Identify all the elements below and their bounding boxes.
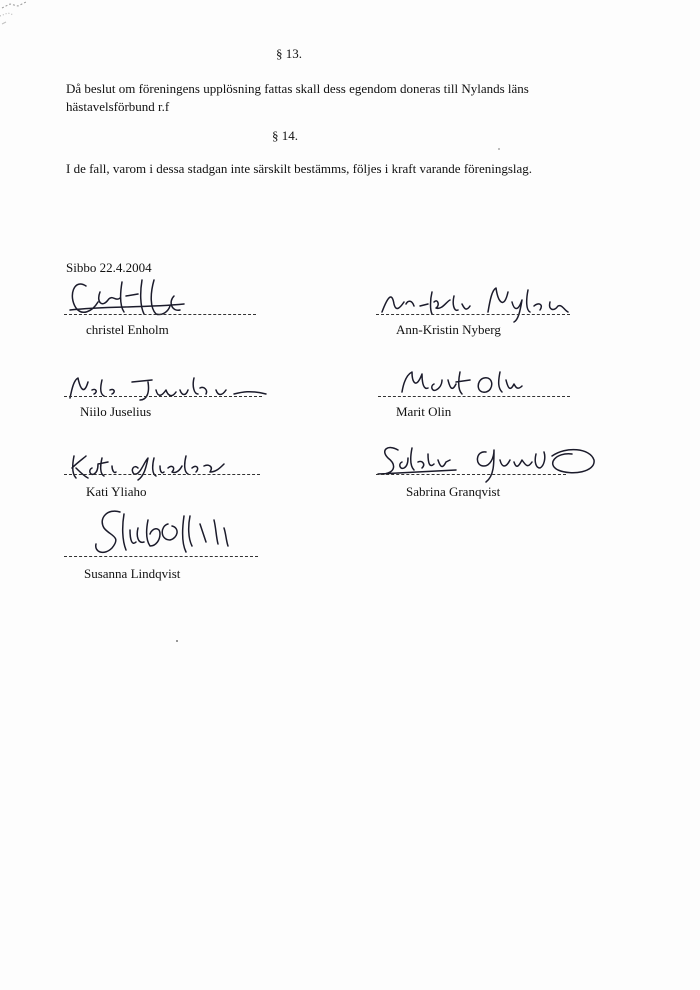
signatory-name-kati-yliaho: Kati Yliaho <box>86 484 147 499</box>
section-14-paragraph <box>66 160 532 178</box>
signature-susanna-lindqvist <box>90 506 250 560</box>
place-date: Sibbo 22.4.2004 <box>66 260 152 275</box>
section-13-paragraph <box>66 80 529 116</box>
signatory-name-niilo-juselius: Niilo Juselius <box>80 404 152 419</box>
signatory-name-marit-olin: Marit Olin <box>396 404 452 419</box>
section-13-line-1: Då beslut om föreningens upplösning fattas skall dess egendom doneras till Nylands läns <box>66 81 529 96</box>
signature-sabrina-granqvist <box>376 440 600 484</box>
signature-line-christel-enholm <box>64 314 256 315</box>
signature-line-susanna-lindqvist <box>64 556 258 557</box>
section-13-line-2: hästavelsförbund r.f <box>66 99 170 114</box>
signatory-name-ann-kristin-nyberg: Ann-Kristin Nyberg <box>396 322 501 337</box>
section-14-heading: § 14. <box>272 128 298 143</box>
signature-line-ann-kristin-nyberg <box>376 314 570 315</box>
section-13-heading: § 13. <box>276 46 302 61</box>
section-14-line-1: I de fall, varom i dessa stadgan inte särskilt bestämms, följes i kraft varande föreningslag. <box>66 161 533 176</box>
signatory-name-sabrina-granqvist: Sabrina Granqvist <box>406 484 501 499</box>
scan-speck <box>176 640 178 642</box>
signatory-name-susanna-lindqvist: Susanna Lindqvist <box>84 566 181 581</box>
signature-niilo-juselius <box>66 372 276 404</box>
signature-line-marit-olin <box>378 396 570 397</box>
scan-speck <box>498 148 500 150</box>
signatory-name-christel-enholm: christel Enholm <box>86 322 169 337</box>
signature-line-sabrina-granqvist <box>376 474 566 475</box>
signature-line-kati-yliaho <box>64 474 260 475</box>
signature-line-niilo-juselius <box>64 396 262 397</box>
signature-ann-kristin-nyberg <box>378 282 578 322</box>
signature-kati-yliaho <box>68 450 238 482</box>
scan-artifact-mark <box>0 0 40 36</box>
signature-marit-olin <box>398 366 528 400</box>
